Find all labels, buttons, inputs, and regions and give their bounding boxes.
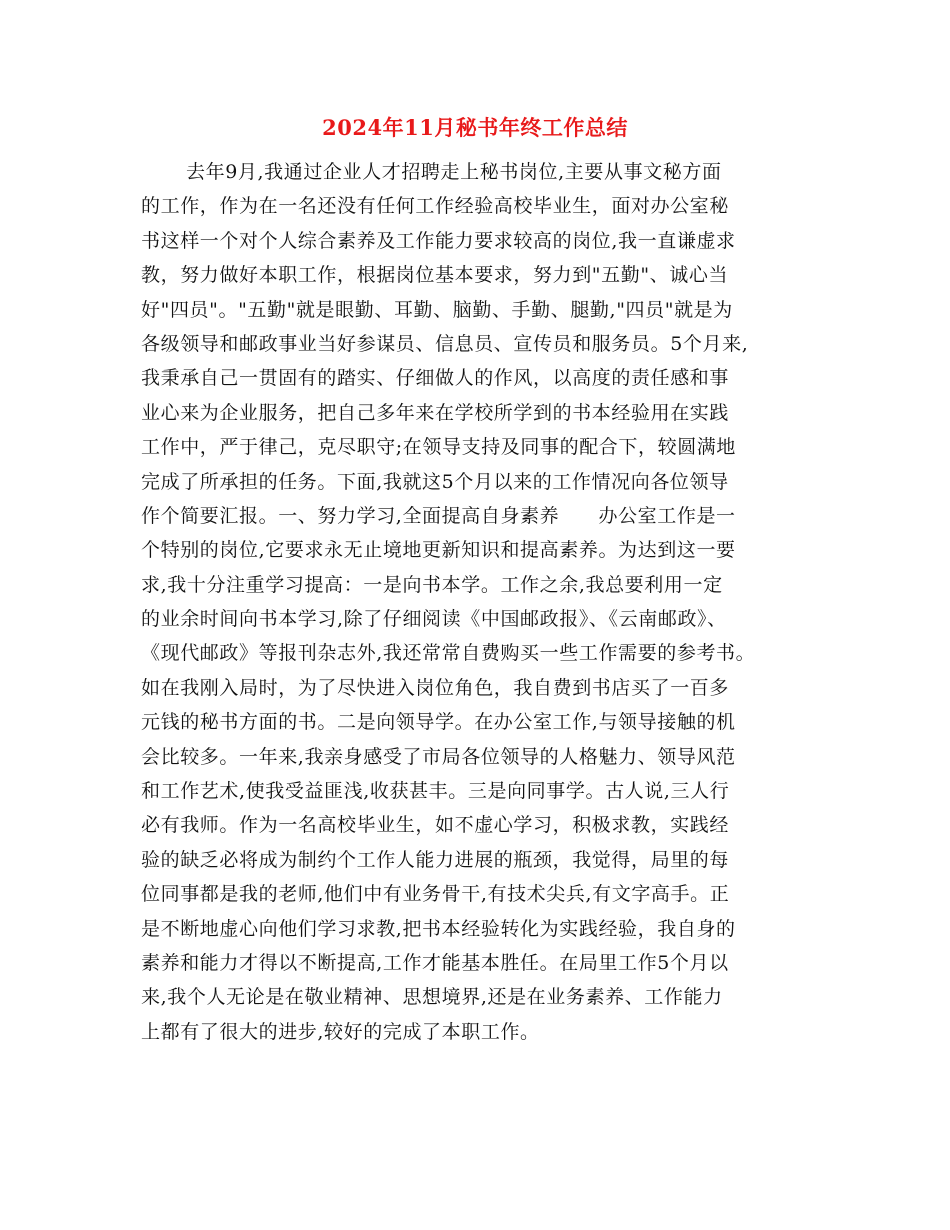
body-line: 必有我师。作为一名高校毕业生，如不虚心学习，积极求教，实践经 [141, 814, 730, 837]
body-line: 求,我十分注重学习提高：一是向书本学。工作之余,我总要利用一定 [141, 573, 723, 596]
body-line: 的业余时间向书本学习,除了仔细阅读《中国邮政报》、《云南邮政》、 [141, 608, 727, 631]
body-line: 好"四员"。"五勤"就是眼勤、耳勤、脑勤、手勤、腿勤,"四员"就是为 [141, 298, 733, 321]
body-line: 素养和能力才得以不断提高,工作才能基本胜任。在局里工作5个月以 [141, 951, 729, 974]
body-line: 如在我刚入局时，为了尽快进入岗位角色，我自费到书店买了一百多 [141, 676, 730, 699]
body-line: 上都有了很大的进步,较好的完成了本职工作。 [141, 1020, 540, 1043]
body-line: 个特别的岗位,它要求永无止境地更新知识和提高素养。为达到这一要 [141, 539, 736, 562]
body-line: 业心来为企业服务，把自己多年来在学校所学到的书本经验用在实践 [141, 401, 730, 424]
body-line: 《现代邮政》等报刊杂志外,我还常常自费购买一些工作需要的参考书。 [141, 642, 756, 665]
body-line: 书这样一个对个人综合素养及工作能力要求较高的岗位,我一直谦虚求 [141, 229, 736, 252]
body-line: 各级领导和邮政事业当好参谋员、信息员、宣传员和服务员。5个月来, [141, 332, 749, 355]
document-body [141, 155, 821, 1049]
body-line: 作个简要汇报。一、努力学习,全面提高自身素养 办公室工作是一 [141, 504, 736, 527]
body-line: 来,我个人无论是在敬业精神、思想境界,还是在业务素养、工作能力 [141, 986, 723, 1009]
body-line: 位同事都是我的老师,他们中有业务骨干,有技术尖兵,有文字高手。正 [141, 883, 730, 906]
body-line: 会比较多。一年来,我亲身感受了市局各位领导的人格魅力、领导风范 [141, 745, 736, 768]
body-line: 教，努力做好本职工作，根据岗位基本要求，努力到"五勤"、诚心当 [141, 264, 729, 287]
body-line: 完成了所承担的任务。下面,我就这5个月以来的工作情况向各位领导 [141, 470, 729, 493]
body-line: 我秉承自己一贯固有的踏实、仔细做人的作风，以高度的责任感和事 [141, 367, 730, 390]
body-line: 和工作艺术,使我受益匪浅,收获甚丰。三是向同事学。古人说,三人行 [141, 780, 730, 803]
body-line: 验的缺乏必将成为制约个工作人能力进展的瓶颈，我觉得，局里的每 [141, 848, 730, 871]
body-line: 是不断地虚心向他们学习求教,把书本经验转化为实践经验，我自身的 [141, 917, 736, 940]
body-line: 工作中，严于律己，克尽职守;在领导支持及同事的配合下，较圆满地 [141, 436, 737, 459]
body-line: 的工作，作为在一名还没有任何工作经验高校毕业生，面对办公室秘 [141, 195, 730, 218]
body-line: 去年9月,我通过企业人才招聘走上秘书岗位,主要从事文秘方面 [186, 161, 722, 183]
document-title: 2024年11月秘书年终工作总结 [322, 115, 628, 140]
body-line: 元钱的秘书方面的书。二是向领导学。在办公室工作,与领导接触的机 [141, 711, 736, 734]
